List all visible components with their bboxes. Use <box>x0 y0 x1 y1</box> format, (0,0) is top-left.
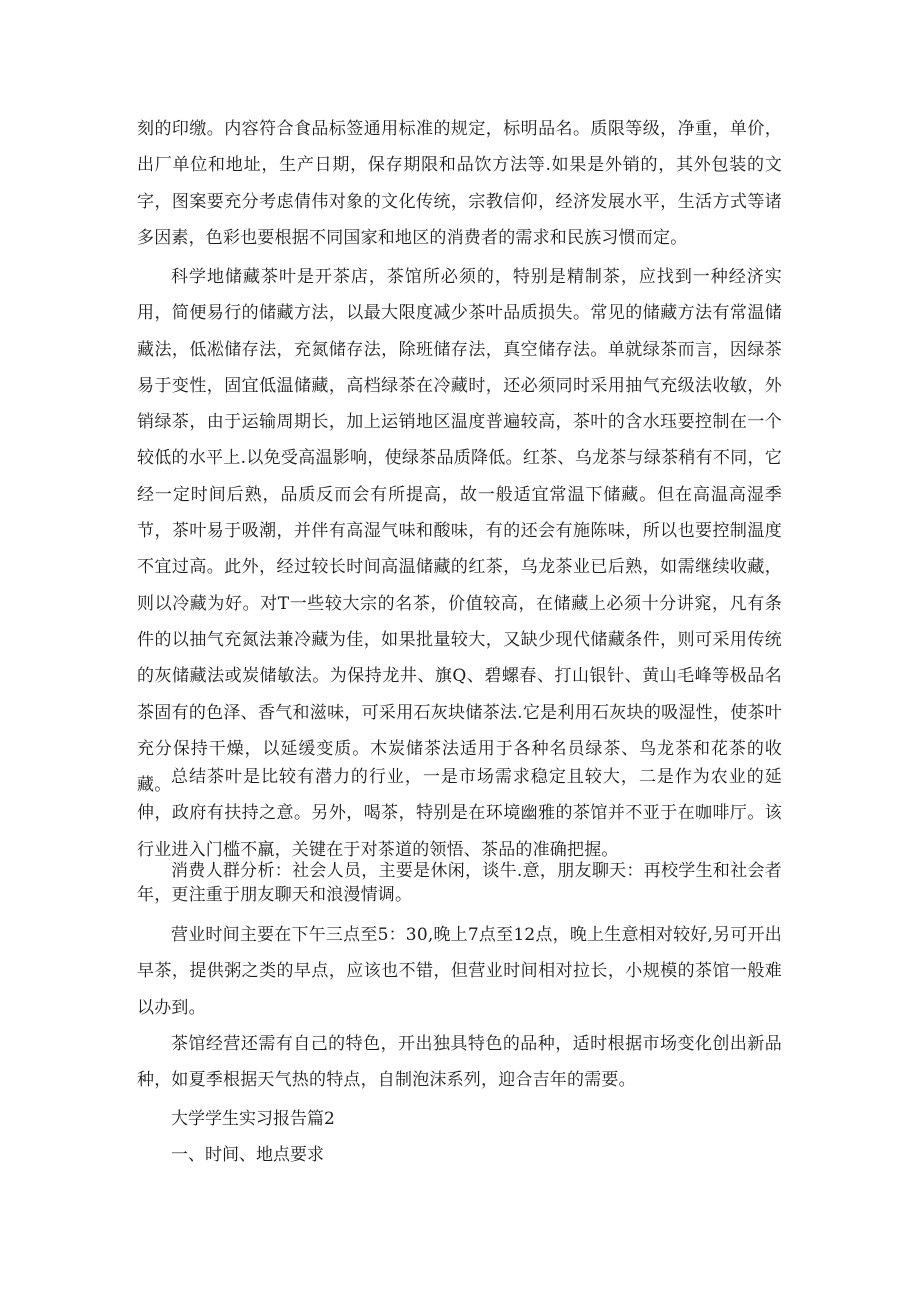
paragraph-business-hours: 营业时间主要在下午三点至5：30,晚上7点至12点，晚上生意相对较好,另可开出早茶，提供粥之类的早点，应该也不错，但营业时间相对拉长，小规模的茶馆一般难以办到。 <box>137 925 782 1018</box>
paragraph-consumer-analysis: 消费人群分析：社会人员，主要是休闲，谈牛.意，朋友聊天：再校学生和社会者年，更注重于朋友聊天和浪漫情调。 <box>137 861 782 905</box>
paragraph-summary: 总结茶叶是比较有潜力的行业，一是市场需求稳定且较大，二是作为农业的延伸，政府有扶持之意。另外，喝茶，特别是在环境幽雅的茶馆并不亚于在咖啡厅。该行业进入门槛不羸，关键在于对茶道的领悟、茶品的准确把握。 <box>137 767 782 860</box>
paragraph-packaging: 刻的印缴。内容符合食品标签通用标准的规定，标明品名。质限等级，净重，单价，出厂单位和地址，生产日期，保存期限和品饮方法等.如果是外销的，其外包装的文字，图案要充分考虑倩伟对象的文化传统，宗教信仰，经济发展水平，生活方式等诸多因素，色彩也要根据不同国家和地区的消费者的需求和民族习惯而定。 <box>137 119 782 248</box>
section-heading-report: 大学学生实习报告篇2 <box>171 1109 335 1129</box>
paragraph-features: 茶馆经营还需有自己的特色，开出独具特色的品种，适时根据市场变化创出新品种，如夏季根据天气热的特点，自制泡沫系列，迎合吉年的需要。 <box>137 1034 782 1091</box>
section-heading-time-location: 一、时间、地点要求 <box>171 1145 324 1165</box>
paragraph-tea-storage: 科学地储藏茶叶是开茶店，茶馆所必须的，特别是精制茶，应找到一种经济实用，简便易行的储藏方法，以最大限度减少茶叶品质损失。常见的储藏方法有常温储藏法，低凇储存法，充氮储存法，除班储存法，真空储存法。单就绿茶而言，因绿茶易于变性，固宜低温储藏，高档绿茶在冷藏时，还必须同时采用抽气充级法收敏，外销绿茶，由于运输周期长，加上运销地区温度普遍较高，茶叶的含水珏要控制在一个较低的水平上.以免受高温影响，使绿茶品质降低。红茶、乌龙茶与绿茶稍有不同，它经一定时间后熟，品质反而会有所提高，故一般适宜常温下储藏。但在高温高湿季节，茶叶易于吸潮，并伴有高湿气味和酸味，有的还会有施陈味，所以也要控制温度不宜过高。此外，经过较长时间高温储藏的红茶，乌龙茶业已后熟，如需继续收藏，则以冷藏为好。对T一些较大宗的名茶，价值较高，在储藏上必须十分讲窕，凡有条件的以抽气充氮法兼冷藏为佳，如果批量较大，又缺少现代储藏条件，则可采用传统的灰储藏法或炭储敏法。为保持龙井、旗Q、碧螺春、打山银针、黄山毛峰等极品名茶固有的色泽、香气和滋味，可采用石灰块储茶法.它是利用石灰块的吸湿性，使茶叶充分保持干燥，以延缓变质。木炭储茶法适用于各种名员绿茶、鸟龙茶和花茶的收藏。 <box>137 267 782 796</box>
